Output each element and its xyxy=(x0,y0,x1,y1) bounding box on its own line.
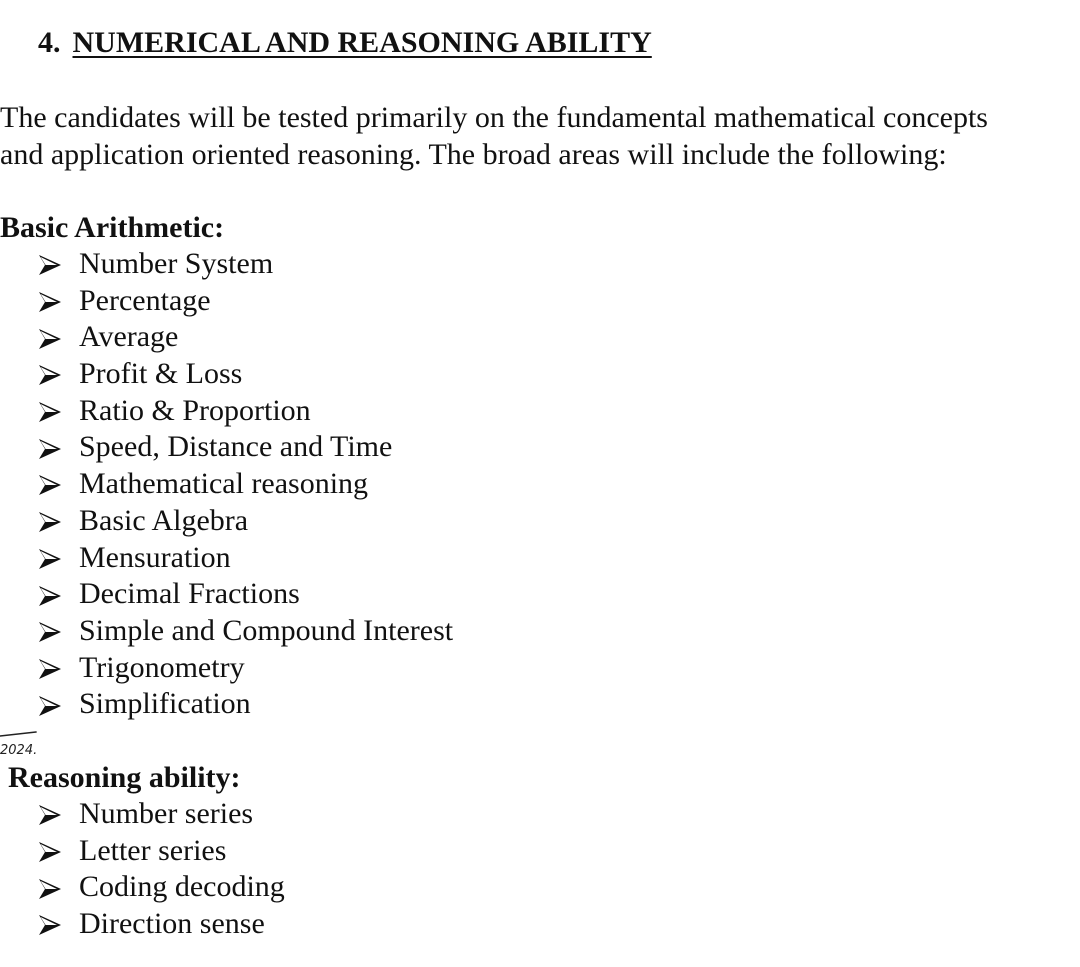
arrow-bullet-icon xyxy=(38,912,79,936)
list-item-label: Average xyxy=(79,320,179,354)
arrow-bullet-icon xyxy=(38,693,79,717)
list-item-label: Trigonometry xyxy=(79,650,245,684)
list-item xyxy=(38,906,285,943)
handwritten-note xyxy=(0,728,52,758)
arrow-bullet-icon xyxy=(38,509,79,533)
intro-line-1: The candidates will be tested primarily on the fundamental mathematical concepts xyxy=(0,101,988,134)
arrow-bullet-icon xyxy=(38,839,79,863)
list-item-label: Mensuration xyxy=(79,540,231,574)
arrow-bullet-icon xyxy=(38,546,79,570)
list-item xyxy=(38,613,453,650)
list-item xyxy=(38,686,453,723)
arrow-bullet-icon xyxy=(38,583,79,607)
basic-arithmetic-list xyxy=(38,246,453,723)
list-item-label: Simplification xyxy=(79,687,251,721)
list-item-label: Mathematical reasoning xyxy=(79,467,369,501)
list-item-label: Decimal Fractions xyxy=(79,577,300,611)
list-item xyxy=(38,319,453,356)
list-item-label: Ratio & Proportion xyxy=(79,393,311,427)
list-item-label: Profit & Loss xyxy=(79,357,243,391)
handwritten-overline xyxy=(0,728,52,758)
section-title: NUMERICAL AND REASONING ABILITY xyxy=(72,26,652,59)
list-item-label: Coding decoding xyxy=(79,870,285,904)
arrow-bullet-icon xyxy=(38,436,79,460)
arrow-bullet-icon xyxy=(38,362,79,386)
list-item-label: Direction sense xyxy=(79,907,265,941)
list-item-label: Simple and Compound Interest xyxy=(79,613,454,647)
list-item xyxy=(38,796,285,833)
arrow-bullet-icon xyxy=(38,619,79,643)
section-number: 4. xyxy=(38,26,61,59)
arrow-bullet-icon xyxy=(38,326,79,350)
arrow-bullet-icon xyxy=(38,399,79,423)
list-item xyxy=(38,576,453,613)
list-item xyxy=(38,356,453,393)
list-item xyxy=(38,869,285,906)
reasoning-ability-list xyxy=(38,796,285,943)
list-item xyxy=(38,283,453,320)
list-item-label: Basic Algebra xyxy=(79,503,249,537)
handwritten-note-text: 2024. xyxy=(0,743,38,758)
list-item xyxy=(38,393,453,430)
arrow-bullet-icon xyxy=(38,656,79,680)
list-item xyxy=(38,833,285,870)
list-item xyxy=(38,246,453,283)
list-item-label: Percentage xyxy=(79,283,211,317)
list-item xyxy=(38,503,453,540)
list-item xyxy=(38,466,453,503)
reasoning-ability-title: Reasoning ability: xyxy=(8,761,241,794)
list-item xyxy=(38,540,453,577)
intro-line-2: and application oriented reasoning. The broad areas will include the following: xyxy=(0,138,947,171)
list-item-label: Letter series xyxy=(79,833,227,867)
intro-paragraph xyxy=(0,99,1078,173)
section-heading xyxy=(38,24,652,62)
arrow-bullet-icon xyxy=(38,802,79,826)
list-item-label: Number series xyxy=(79,797,254,830)
arrow-bullet-icon xyxy=(38,876,79,900)
list-item-label: Speed, Distance and Time xyxy=(79,430,393,464)
arrow-bullet-icon xyxy=(38,289,79,313)
list-item-label: Number System xyxy=(79,247,274,280)
list-item xyxy=(38,650,453,687)
arrow-bullet-icon xyxy=(38,252,79,276)
basic-arithmetic-title: Basic Arithmetic: xyxy=(0,211,225,244)
arrow-bullet-icon xyxy=(38,472,79,496)
list-item xyxy=(38,429,453,466)
